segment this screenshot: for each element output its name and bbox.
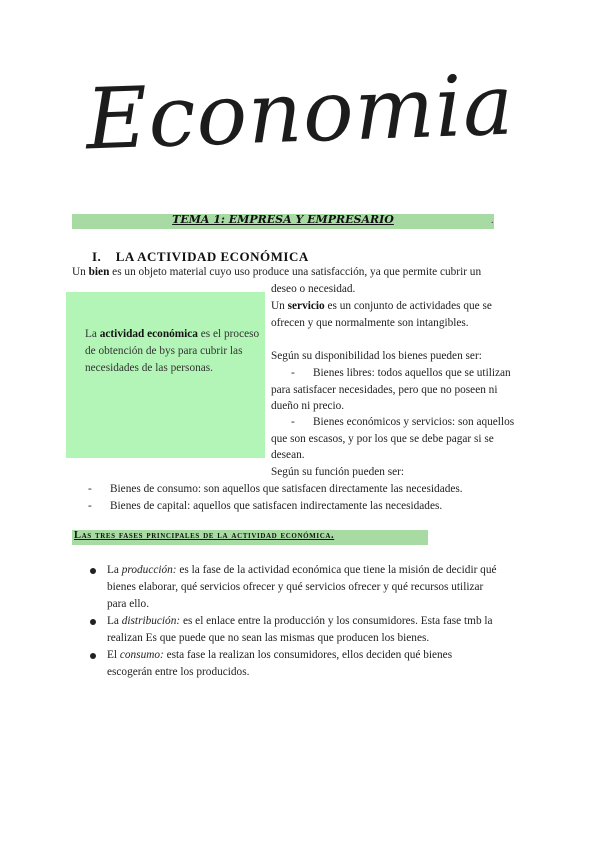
phase-line: es la fase de la actividad económica que tiene la misión de decidir qué [176, 564, 497, 576]
phase-line: realizan Es que puede que no sean las mismas que producen los bienes. [107, 632, 430, 644]
dash-marker: - [88, 500, 92, 512]
topic-trailing-mark: . [491, 215, 494, 226]
phase-prefix: La [107, 564, 122, 576]
bien-definition [72, 264, 532, 281]
availability-intro: Según su disponibilidad los bienes pueden ser: [271, 350, 482, 362]
servicio-definition [271, 298, 492, 315]
availability-item-line: dueño ni precio. [271, 400, 345, 412]
phase-term: consumo: [119, 649, 164, 661]
availability-item-line: que son escasos, y por los que se debe pagar si se [271, 432, 494, 445]
availability-item [271, 365, 531, 415]
box-text: es el proceso de obtención de bys para cubrir las necesidades de las personas. [85, 328, 260, 374]
function-intro: Según su función pueden ser: [271, 466, 405, 478]
phase-prefix: El [107, 649, 120, 661]
section-number: I. [92, 249, 102, 264]
servicio-definition-continuation: ofrecen y que normalmente son intangibles. [271, 317, 469, 329]
phase-line: esta fase la realizan los consumidores, ellos deciden qué bienes [163, 649, 453, 661]
function-item [88, 481, 528, 498]
dash-marker: - [291, 416, 295, 428]
page-title: Economia [84, 55, 516, 169]
phase-term: distribución: [121, 615, 181, 627]
phase-line: escogerán entre los producidos. [107, 666, 250, 678]
dash-marker: - [291, 367, 295, 379]
bullet-icon [90, 653, 96, 659]
availability-item [271, 414, 531, 464]
servicio-term: servicio [287, 300, 325, 312]
box-prefix: La [85, 328, 100, 340]
phase-line: bienes elaborar, qué servicios ofrecer y qué servicios ofrecer y qué recursos utilizar [107, 581, 484, 593]
phases-heading: Las tres fases principales de la actividad económica. [74, 530, 335, 541]
phase-line: es el enlace entre la producción y los consumidores. Esta fase tmb la [180, 615, 493, 627]
bullet-icon [90, 619, 96, 625]
servicio-text: es un conjunto de actividades que se [324, 300, 492, 312]
function-item [88, 498, 528, 515]
phase-item-distribucion [107, 613, 532, 647]
function-item-text: Bienes de capital: aquellos que satisfacen indirectamente las necesidades. [110, 500, 443, 512]
phase-item-consumo [107, 647, 532, 681]
phase-item-produccion [107, 562, 532, 613]
bullet-icon [90, 568, 96, 574]
dash-marker: - [88, 483, 92, 495]
phase-prefix: La [107, 615, 122, 627]
phase-line: para ello. [107, 598, 150, 610]
availability-item-line: para satisfacer necesidades, pero que no poseen ni [271, 383, 498, 396]
section-heading-text: LA ACTIVIDAD ECONÓMICA [115, 249, 309, 264]
bien-definition-continuation: deseo o necesidad. [271, 283, 356, 295]
topic-label: TEMA 1: EMPRESA Y EMPRESARIO [172, 213, 394, 226]
servicio-prefix: Un [271, 300, 288, 312]
availability-item-line: desean. [271, 449, 305, 461]
availability-item-line: Bienes libres: todos aquellos que se utilizan [313, 367, 511, 379]
bien-text: es un objeto material cuyo uso produce una satisfacción, ya que permite cubrir un [109, 266, 482, 278]
bien-prefix: Un [72, 266, 89, 278]
function-item-text: Bienes de consumo: son aquellos que satisfacen directamente las necesidades. [110, 483, 463, 495]
section-heading [92, 249, 309, 265]
bien-term: bien [88, 266, 110, 278]
box-term: actividad económica [99, 328, 198, 340]
phase-term: producción: [121, 564, 177, 576]
definition-box-text [85, 326, 260, 377]
availability-item-line: Bienes económicos y servicios: son aquellos [313, 416, 515, 428]
